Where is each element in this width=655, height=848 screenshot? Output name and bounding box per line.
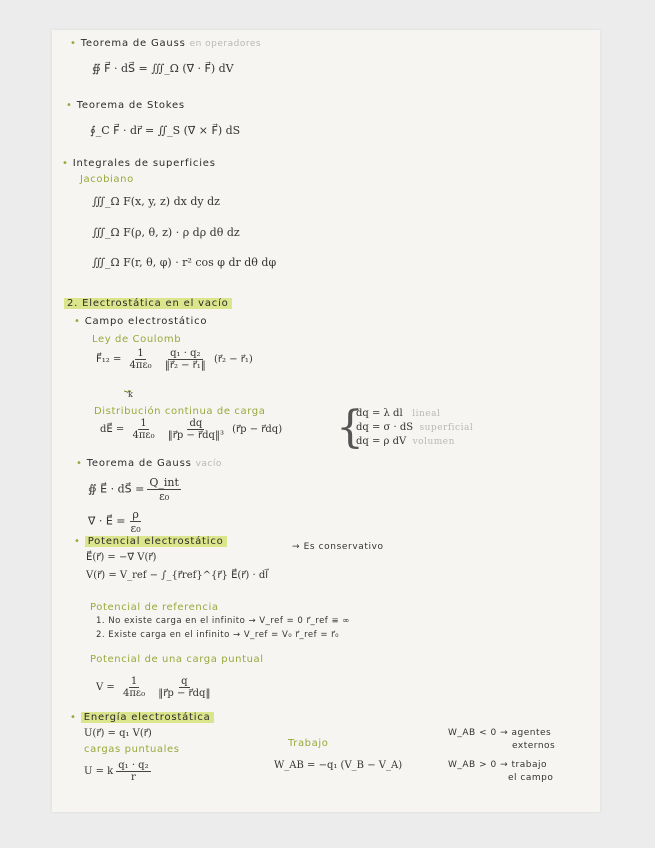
coulomb-lhs: F⃗₁₂ = (96, 354, 122, 365)
gauss-operators-equation: ∯ F⃗ · dS⃗ = ∭_Ω (∇⃗ · F⃗) dV (92, 62, 234, 75)
coulomb-num1: 1 (137, 348, 144, 359)
stokes-title: Teorema de Stokes (76, 100, 185, 111)
gauss-vacio-title: Teorema de Gauss (86, 458, 192, 469)
gauss-operators-title: Teorema de Gauss (80, 38, 186, 49)
gauss-integral-lhs: ∯ E⃗ · dS⃗ = (88, 482, 145, 496)
distribution-num2: dq (189, 418, 203, 429)
wab-negative: W_AB < 0 → agentes (448, 728, 552, 738)
surface-integrals-title: Integrales de superficies (72, 158, 216, 169)
distribution-den2: ‖r⃗p − r⃗dq‖³ (167, 430, 224, 441)
surface-integrals-heading: • Integrales de superficies (62, 158, 216, 169)
distribution-rhs: (r⃗p − r⃗dq) (232, 424, 283, 435)
section-title: 2. Electrostática en el vacío (64, 298, 232, 309)
gauss-integral-num: Q_int (149, 476, 179, 489)
dq-superficial-label: superficial (419, 423, 474, 433)
cargas-puntuales-title: cargas puntuales (84, 744, 180, 755)
gauss-div-fraction (129, 508, 143, 535)
referencia-case-1: 1. No existe carga en el infinito → V_ref = 0 r⃗_ref ≡ ∞ (96, 616, 350, 626)
potencial-integral-eq: V(r⃗) = V_ref − ∫_{r⃗ref}^{r⃗} E⃗(r⃗) · dl⃗ (86, 570, 269, 581)
dq-cases-brace: { (336, 402, 364, 453)
gauss-div-num: ρ (132, 508, 139, 521)
potencial-heading: • Potencial electrostático (74, 536, 227, 547)
coulomb-rhs: (r⃗₂ − r⃗₁) (214, 354, 253, 365)
jacobiano-label: Jacobiano (80, 174, 134, 185)
dq-volumen-eq: dq = ρ dV (356, 436, 407, 447)
potencial-title: Potencial electrostático (85, 536, 227, 547)
gauss-integral-den: ε₀ (159, 490, 170, 503)
dq-superficial-eq: dq = σ · dS (356, 422, 414, 433)
integral-spherical: ∭_Ω F(r, θ, φ) · r² cos φ dr dθ dφ (92, 256, 277, 269)
campo-heading: • Campo electrostático (74, 316, 208, 327)
dq-volumen-label: volumen (412, 437, 455, 447)
puntual-den1: 4πε₀ (122, 688, 146, 699)
wab-positive-cont: el campo (508, 773, 554, 783)
trabajo-equation: W_AB = −q₁ (V_B − V_A) (274, 760, 403, 771)
energia-heading: • Energía electrostática (70, 712, 214, 723)
stokes-equation: ∮_C F⃗ · dr⃗ = ∬_S (∇⃗ × F⃗) dS (90, 124, 241, 137)
puntual-lhs: V = (96, 682, 115, 693)
gauss-vacio-note: vacío (195, 459, 222, 469)
dq-lineal-eq: dq = λ dl (356, 408, 403, 419)
coulomb-den1: 4πε₀ (129, 360, 152, 371)
gauss-vacio-heading: • Teorema de Gauss vacío (76, 458, 222, 469)
distribution-fraction-constant (130, 418, 156, 441)
energia-equation: U(r⃗) = q₁ V(r⃗) (84, 728, 152, 739)
distribution-lhs: dE⃗ = (100, 424, 125, 435)
potencial-conservativo-note: → Es conservativo (292, 542, 384, 552)
coulomb-title: Ley de Coulomb (92, 334, 182, 345)
gauss-integral-fraction (147, 476, 181, 503)
dq-volumen (356, 436, 455, 447)
distribution-fraction-dq (166, 418, 226, 441)
distribution-title: Distribución continua de carga (94, 406, 266, 417)
puntual-title: Potencial de una carga puntual (90, 654, 264, 665)
puntual-num1: 1 (130, 676, 138, 687)
energia-k-num: q₁ · q₂ (118, 760, 149, 771)
dq-superficial (356, 422, 473, 433)
coulomb-equation (96, 348, 253, 371)
potencial-gradient-eq: E⃗(r⃗) = −∇⃗ V(r⃗) (86, 552, 157, 563)
distribution-equation (100, 418, 282, 441)
referencia-title: Potencial de referencia (90, 602, 219, 613)
coulomb-k-label: k (128, 390, 133, 399)
notebook-page (52, 30, 600, 812)
section-heading (64, 298, 232, 309)
puntual-fraction-charge (156, 676, 212, 699)
coulomb-fraction-charges (163, 348, 208, 371)
coulomb-den2: ‖r⃗₂ − r⃗₁‖ (164, 360, 206, 371)
coulomb-underbrace: ⏟ (124, 378, 132, 392)
dq-lineal-label: lineal (412, 409, 441, 419)
gauss-operators-note: en operadores (189, 39, 262, 49)
gauss-differential-form (88, 508, 146, 535)
referencia-case-2: 2. Existe carga en el infinito → V_ref = V₀ r⃗_ref = r⃗₀ (96, 630, 340, 640)
puntual-fraction-constant (121, 676, 147, 699)
coulomb-num2: q₁ · q₂ (170, 348, 201, 359)
energia-k-den: r (131, 772, 136, 783)
distribution-num1: 1 (140, 418, 147, 429)
puntual-den2: ‖r⃗p − r⃗dq‖ (158, 688, 211, 699)
energia-k-equation (84, 760, 154, 783)
energia-k-lhs: U = k (84, 766, 114, 777)
trabajo-title: Trabajo (288, 738, 329, 749)
puntual-num2: q (181, 676, 188, 687)
dq-lineal (356, 408, 440, 419)
integral-cylindrical: ∭_Ω F(ρ, θ, z) · ρ dρ dθ dz (92, 226, 240, 239)
integral-cartesian: ∭_Ω F(x, y, z) dx dy dz (92, 195, 220, 208)
gauss-div-den: ε₀ (130, 522, 141, 535)
energia-title: Energía electrostática (81, 712, 214, 723)
gauss-div-lhs: ∇⃗ · E⃗ = (88, 514, 126, 528)
energia-k-fraction (116, 760, 150, 783)
campo-title: Campo electrostático (84, 316, 208, 327)
wab-positive: W_AB > 0 → trabajo (448, 760, 547, 770)
coulomb-fraction-constant (128, 348, 154, 371)
gauss-integral-form (88, 476, 184, 503)
distribution-den1: 4πε₀ (132, 430, 155, 441)
puntual-equation (96, 676, 215, 699)
gauss-operators-heading: • Teorema de Gauss en operadores (70, 38, 262, 49)
wab-negative-cont: externos (512, 741, 556, 751)
stokes-heading: • Teorema de Stokes (66, 100, 185, 111)
